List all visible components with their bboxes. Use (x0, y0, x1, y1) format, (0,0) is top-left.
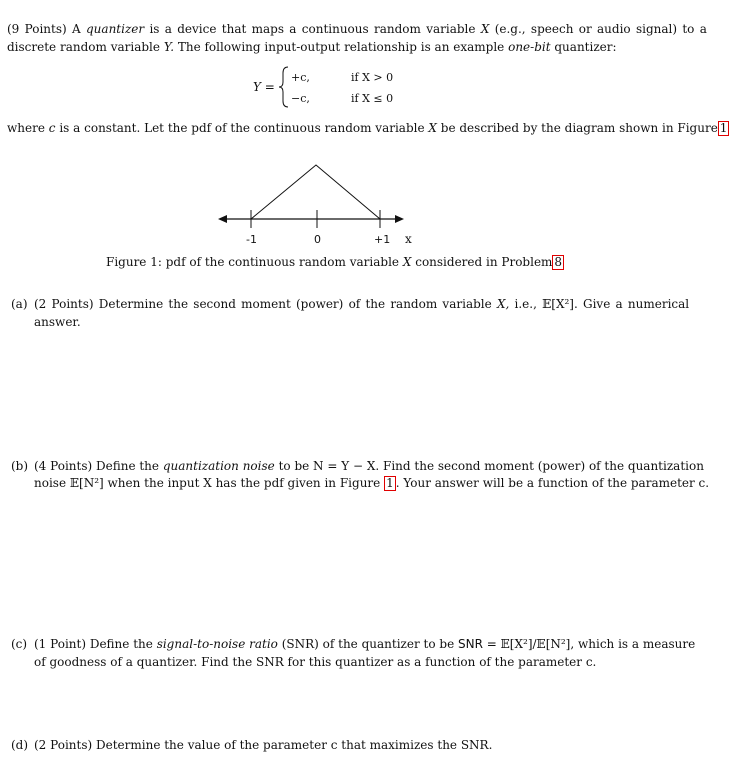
tick-label-plus1: +1 (374, 233, 391, 246)
intro-text: (e.g., speech or audio signal) to a (494, 22, 707, 36)
equation-lhs: Y = (253, 80, 275, 94)
term-snr: signal-to-noise ratio (156, 637, 278, 651)
term-quantization-noise: quantization noise (162, 459, 275, 473)
intro-text: The following input-output relationship is an example (177, 40, 505, 54)
var-c: c (48, 121, 56, 135)
part-b-line-1 (34, 459, 704, 473)
intro-line-2 (7, 40, 617, 54)
equation-brace (278, 66, 290, 108)
part-a-text: i.e., 𝔼[X²]. Give a numerical (514, 297, 690, 311)
where-text: be described by the diagram shown in Figure (440, 121, 718, 135)
caption-text: Figure 1: pdf of the continuous random variable (106, 255, 400, 269)
intro-text: A (72, 22, 81, 36)
axis-label-x: x (405, 232, 412, 246)
var-x: X (480, 22, 490, 36)
figure-caption (106, 255, 564, 270)
axis-arrow-right (395, 215, 404, 223)
snr-symbol: SNR (458, 637, 483, 651)
var-y: Y. (163, 40, 175, 54)
part-b-text: (4 Points) Define the (34, 459, 160, 473)
equation-case-2-value: −c, (291, 92, 310, 105)
part-c-line-1 (34, 637, 695, 651)
part-c-line-2: of goodness of a quantizer. Find the SNR for this quantizer as a function of the parameter c. (34, 655, 597, 669)
where-text: is a constant. Let the pdf of the continuous random variable (59, 121, 425, 135)
equation-case-2-cond: if X ≤ 0 (351, 92, 394, 105)
pdf-diagram (210, 158, 420, 238)
part-c-text: (1 Point) Define the (34, 637, 153, 651)
part-b-text: to be N = Y − X. Find the second moment (power) of the quantization (278, 459, 704, 473)
where-line (7, 121, 729, 136)
part-a-line-1 (34, 297, 689, 311)
part-d-label: (d) (11, 738, 29, 752)
part-b-text: . Your answer will be a function of the parameter c. (395, 476, 710, 490)
figure-ref-link[interactable]: 1 (386, 476, 394, 490)
term-quantizer: quantizer (86, 22, 145, 36)
problem-ref-link[interactable]: 8 (554, 255, 563, 269)
where-text: where (7, 121, 45, 135)
equation-case-1-cond: if X > 0 (351, 71, 394, 84)
part-c-label: (c) (11, 637, 28, 651)
tick-label-minus1: -1 (246, 233, 257, 246)
figure-ref-link[interactable]: 1 (719, 121, 728, 135)
part-b-label: (b) (11, 459, 29, 473)
axis-arrow-left (218, 215, 227, 223)
part-a-line-2: answer. (34, 315, 81, 329)
intro-points: (9 Points) (7, 22, 67, 36)
part-c-text: (SNR) of the quantizer to be (281, 637, 455, 651)
term-one-bit: one-bit (508, 40, 551, 54)
tick-label-0: 0 (314, 233, 321, 246)
var-x: X (402, 255, 412, 269)
var-x: X, (496, 297, 510, 311)
intro-text: quantizer: (554, 40, 617, 54)
equation-case-1-value: +c, (291, 71, 310, 84)
part-a-label: (a) (11, 297, 28, 311)
part-b-line-2 (34, 476, 709, 491)
intro-text: is a device that maps a continuous random variable (149, 22, 476, 36)
part-b-text: noise 𝔼[N²] when the input X has the pdf given in Figure (34, 476, 381, 490)
intro-line-1 (7, 22, 707, 36)
pdf-triangle (251, 165, 380, 219)
intro-text: discrete random variable (7, 40, 160, 54)
caption-text: considered in Problem (415, 255, 553, 269)
part-a-text: (2 Points) Determine the second moment (power) of the random variable (34, 297, 492, 311)
part-d-text: (2 Points) Determine the value of the parameter c that maximizes the SNR. (34, 738, 493, 752)
var-x: X (428, 121, 437, 135)
part-c-text: = 𝔼[X²]/𝔼[N²], which is a measure (486, 637, 696, 651)
